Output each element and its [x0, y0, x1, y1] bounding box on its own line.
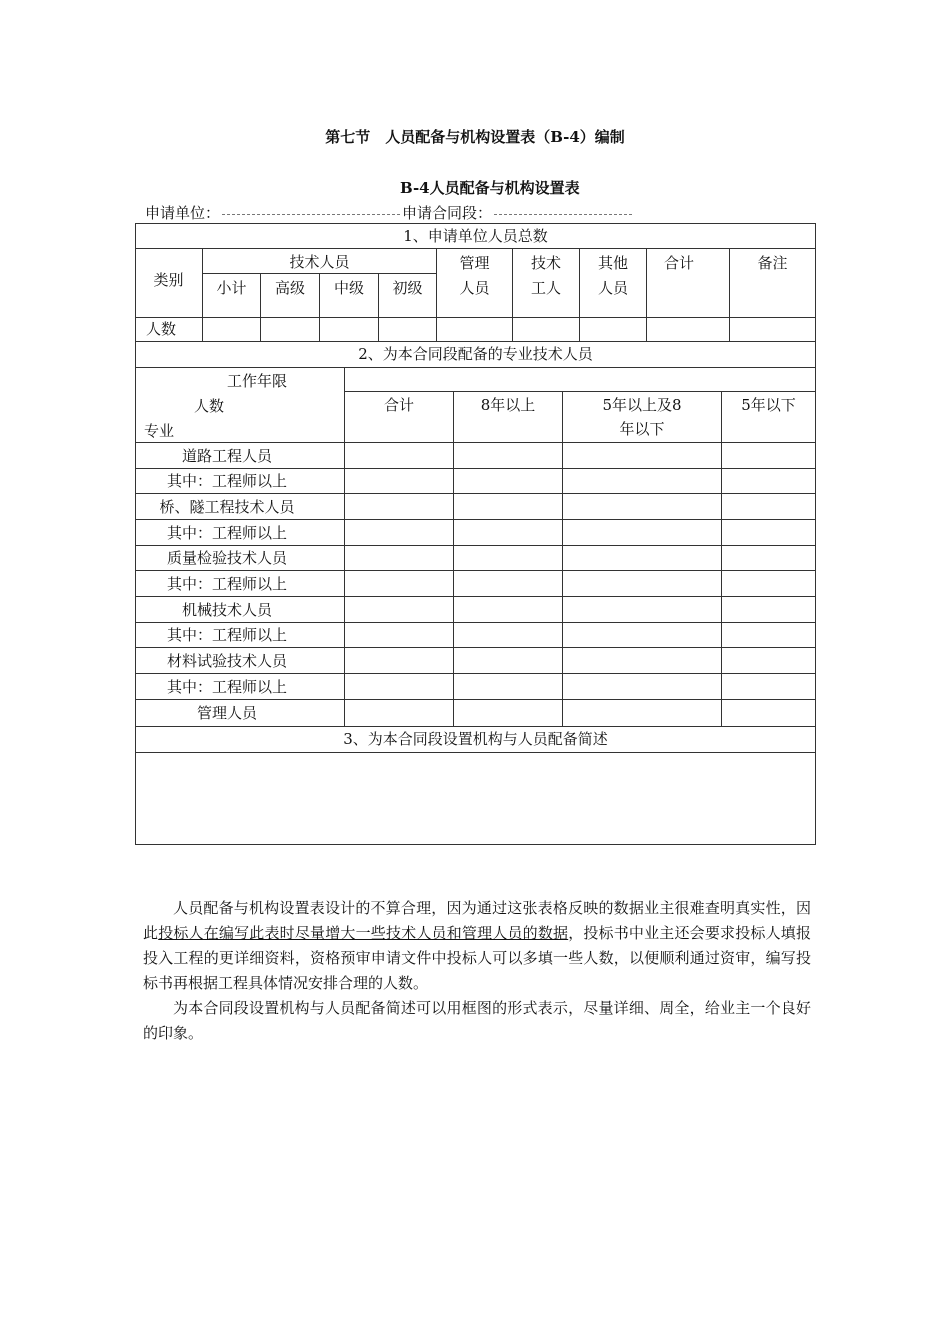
row-label: 道路工程人员: [181, 447, 272, 465]
diag-specialty: 专业: [144, 422, 175, 440]
table-border-bottom: [135, 844, 816, 845]
row-line: [135, 545, 816, 546]
col-line: [344, 367, 345, 726]
col-line: [646, 248, 647, 341]
row-line: [135, 519, 816, 520]
paragraph-1-underlined: 投标人在编写此表时尽量增大一些技术人员和管理人员的数据: [158, 924, 569, 942]
row-line: [135, 726, 816, 727]
applicant-unit-label: 申请单位：: [145, 204, 221, 222]
tech-junior: 初级: [392, 279, 423, 297]
row-line: [135, 248, 816, 249]
row-label: 桥、隧工程技术人员: [159, 498, 295, 516]
row-line: [135, 317, 816, 318]
col-line: [721, 391, 722, 726]
explanation-text: [143, 896, 811, 1046]
row-line: [135, 673, 816, 674]
diag-work-years: 工作年限: [227, 372, 288, 390]
staffing-table: [135, 223, 815, 844]
paragraph-1-text-end: ，投标书中业主还会要求投标人填报投入工程的更详细资料，资格预审申请文件中投标人可以多填一些人数，以便顺利通过资审，编写投标书再根据工程具体情况安排合理的人数。: [143, 924, 811, 992]
applicant-unit-blank[interactable]: [222, 213, 400, 215]
diag-headcount: 人数: [194, 397, 225, 415]
row-line: [135, 442, 816, 443]
count-label: 人数: [146, 320, 177, 338]
row-line: [135, 699, 816, 700]
tech-senior: 高级: [274, 279, 305, 297]
row-line: [135, 622, 816, 623]
row-label: 其中：工程师以上: [166, 678, 287, 696]
contract-section-blank[interactable]: [494, 213, 632, 215]
part3-content-area[interactable]: [136, 753, 815, 843]
paragraph-1-text: 人员配备与机构设置表设计的不算合理，因为通过这张表格反映的数据业主很难查明真实性，因此: [143, 899, 811, 942]
row-label: 管理人员: [196, 704, 257, 722]
row-label: 其中：工程师以上: [166, 524, 287, 542]
row-line: [344, 391, 816, 392]
row-label: 机械技术人员: [181, 601, 272, 619]
tech-staff-header: 技术人员: [289, 253, 350, 271]
section-title: 第七节 人员配备与机构设置表（B-4）编制: [325, 128, 625, 146]
part1-header: 1、申请单位人员总数: [403, 227, 548, 245]
applicant-line: [145, 202, 634, 223]
row-line: [135, 596, 816, 597]
other-header-2: 人员: [597, 279, 628, 297]
col-over-8: 8年以上: [480, 396, 536, 414]
paragraph-2: 为本合同段设置机构与人员配备简述可以用框图的形式表示，尽量详细、周全，给业主一个良好的印象。: [143, 999, 811, 1042]
remark-header: 备注: [757, 254, 788, 272]
paragraph-1: [143, 896, 811, 996]
row-line: [135, 341, 816, 342]
mgmt-header-2: 人员: [459, 279, 490, 297]
worker-header-1: 技术: [530, 254, 561, 272]
row-label: 其中：工程师以上: [166, 472, 287, 490]
row-line: [135, 647, 816, 648]
table-border-top: [135, 223, 816, 224]
contract-section-label: 申请合同段：: [402, 204, 493, 222]
col-line: [562, 391, 563, 726]
row-label: 材料试验技术人员: [166, 652, 287, 670]
part2-header: 2、为本合同段配备的专业技术人员: [358, 345, 593, 363]
row-line: [135, 367, 816, 368]
row-label: 质量检验技术人员: [166, 549, 287, 567]
row-line: [203, 273, 437, 274]
mgmt-header-1: 管理: [459, 254, 490, 272]
category-label: 类别: [153, 271, 184, 289]
row-line: [135, 468, 816, 469]
col-5-to-8-line2: 年以下: [619, 420, 665, 438]
row-label: 其中：工程师以上: [166, 626, 287, 644]
col-total: 合计: [383, 396, 414, 414]
other-header-1: 其他: [597, 254, 628, 272]
tech-intermediate: 中级: [333, 279, 364, 297]
col-line: [453, 391, 454, 726]
total-header: 合计: [664, 254, 695, 272]
tech-subtotal: 小计: [216, 279, 247, 297]
row-line: [135, 493, 816, 494]
row-line: [135, 570, 816, 571]
col-under-5: 5年以下: [741, 396, 796, 414]
row-label: 其中：工程师以上: [166, 575, 287, 593]
worker-header-2: 工人: [530, 279, 561, 297]
table-title: B-4人员配备与机构设置表: [400, 179, 580, 197]
col-5-to-8-line1: 5年以上及8: [602, 396, 682, 414]
part3-header: 3、为本合同段设置机构与人员配备简述: [343, 730, 608, 748]
